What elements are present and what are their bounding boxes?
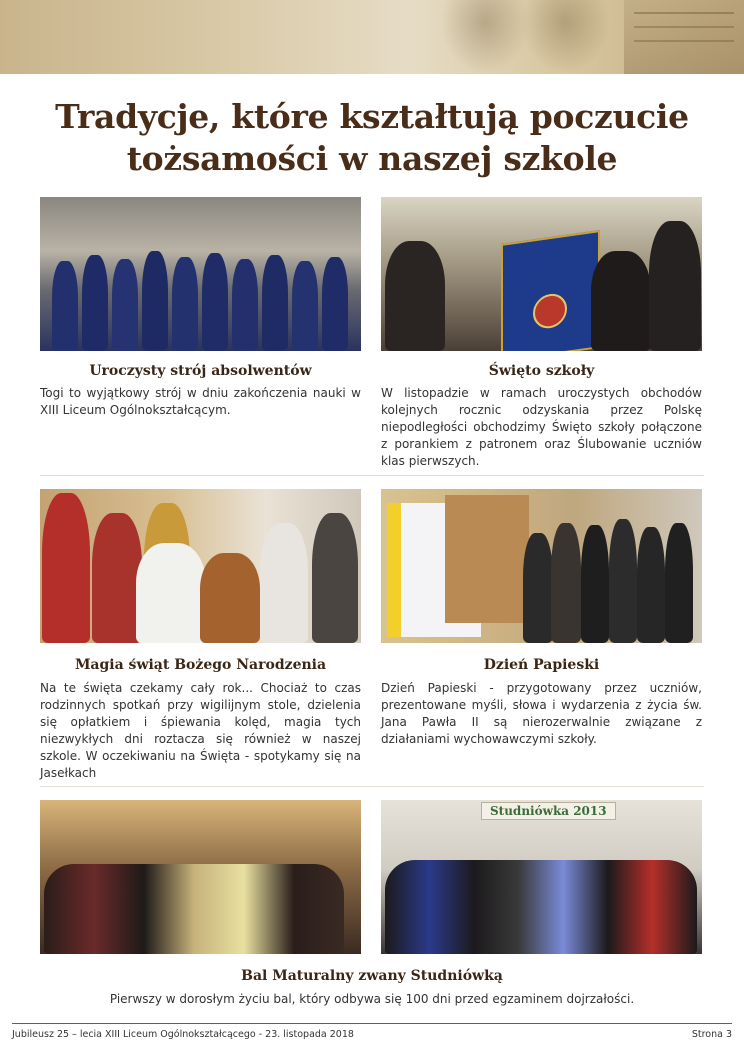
photo-prom-group-2 [381, 800, 702, 954]
page-title: Tradycje, które kształtują poczucie tożsamości w naszej szkole [55, 97, 689, 178]
caption-graduation-gowns: Uroczysty strój absolwentów [89, 363, 312, 379]
caption-prom: Bal Maturalny zwany Studniówką [241, 968, 503, 984]
text-papal-day: Dzień Papieski - przygotowany przez uczniów, prezentowane myśli, słowa i wydarzenia z życia św. Jana Pawła II są nierozerwalnie związane z działaniami wychowawczymi szkoły. [381, 681, 702, 746]
photo-papal-day-exhibition [381, 489, 702, 643]
section-divider [40, 786, 704, 787]
banner-building-shape [624, 0, 744, 74]
studniowka-sign: Studniówka 2013 [481, 802, 616, 820]
text-graduation-gowns: Togi to wyjątkowy strój w dniu zakończenia nauki w XIII Liceum Ogólnokształcącym. [40, 386, 361, 417]
banner-tree-shape [520, 0, 610, 74]
caption-papal-day: Dzień Papieski [483, 657, 600, 673]
banner-tree-shape [440, 0, 530, 74]
bulletin-board-shape [445, 495, 529, 623]
school-flag-shape [501, 230, 600, 351]
caption-school-day: Święto szkoły [488, 363, 595, 379]
caption-christmas-magic: Magia świąt Bożego Narodzenia [74, 657, 327, 673]
header-banner-photo [0, 0, 744, 74]
text-school-day: W listopadzie w ramach uroczystych obchodów kolejnych rocznic odzyskania przez Polskę niepodległości obchodzimy Święto szkoły połączone z porankiem z patronem oraz Ślubowanie uczniów klas pierwszych. [381, 386, 702, 468]
photo-prom-group-1 [40, 800, 361, 954]
footer-jubilee-text: Jubileusz 25 – lecia XIII Liceum Ogólnokształcącego - 23. listopada 2018 [12, 1029, 354, 1040]
footer-rule [12, 1023, 732, 1024]
photo-nativity-play [40, 489, 361, 643]
text-prom: Pierwszy w dorosłym życiu bal, który odbywa się 100 dni przed egzaminem dojrzałości. [109, 992, 635, 1006]
page-number: Strona 3 [691, 1029, 732, 1040]
photo-school-banner-ceremony [381, 197, 702, 351]
section-divider [40, 475, 704, 476]
text-christmas-magic: Na te święta czekamy cały rok... Chociaż to czas rodzinnych spotkań przy wigilijnym stole, dzielenia się opłatkiem i śpiewania kolęd, magia tych niezwykłych dni roztacza się również w naszej szkole. W oczekiwaniu na Święta - spotykamy się na Jasełkach [40, 681, 361, 780]
photo-graduates-in-gowns [40, 197, 361, 351]
